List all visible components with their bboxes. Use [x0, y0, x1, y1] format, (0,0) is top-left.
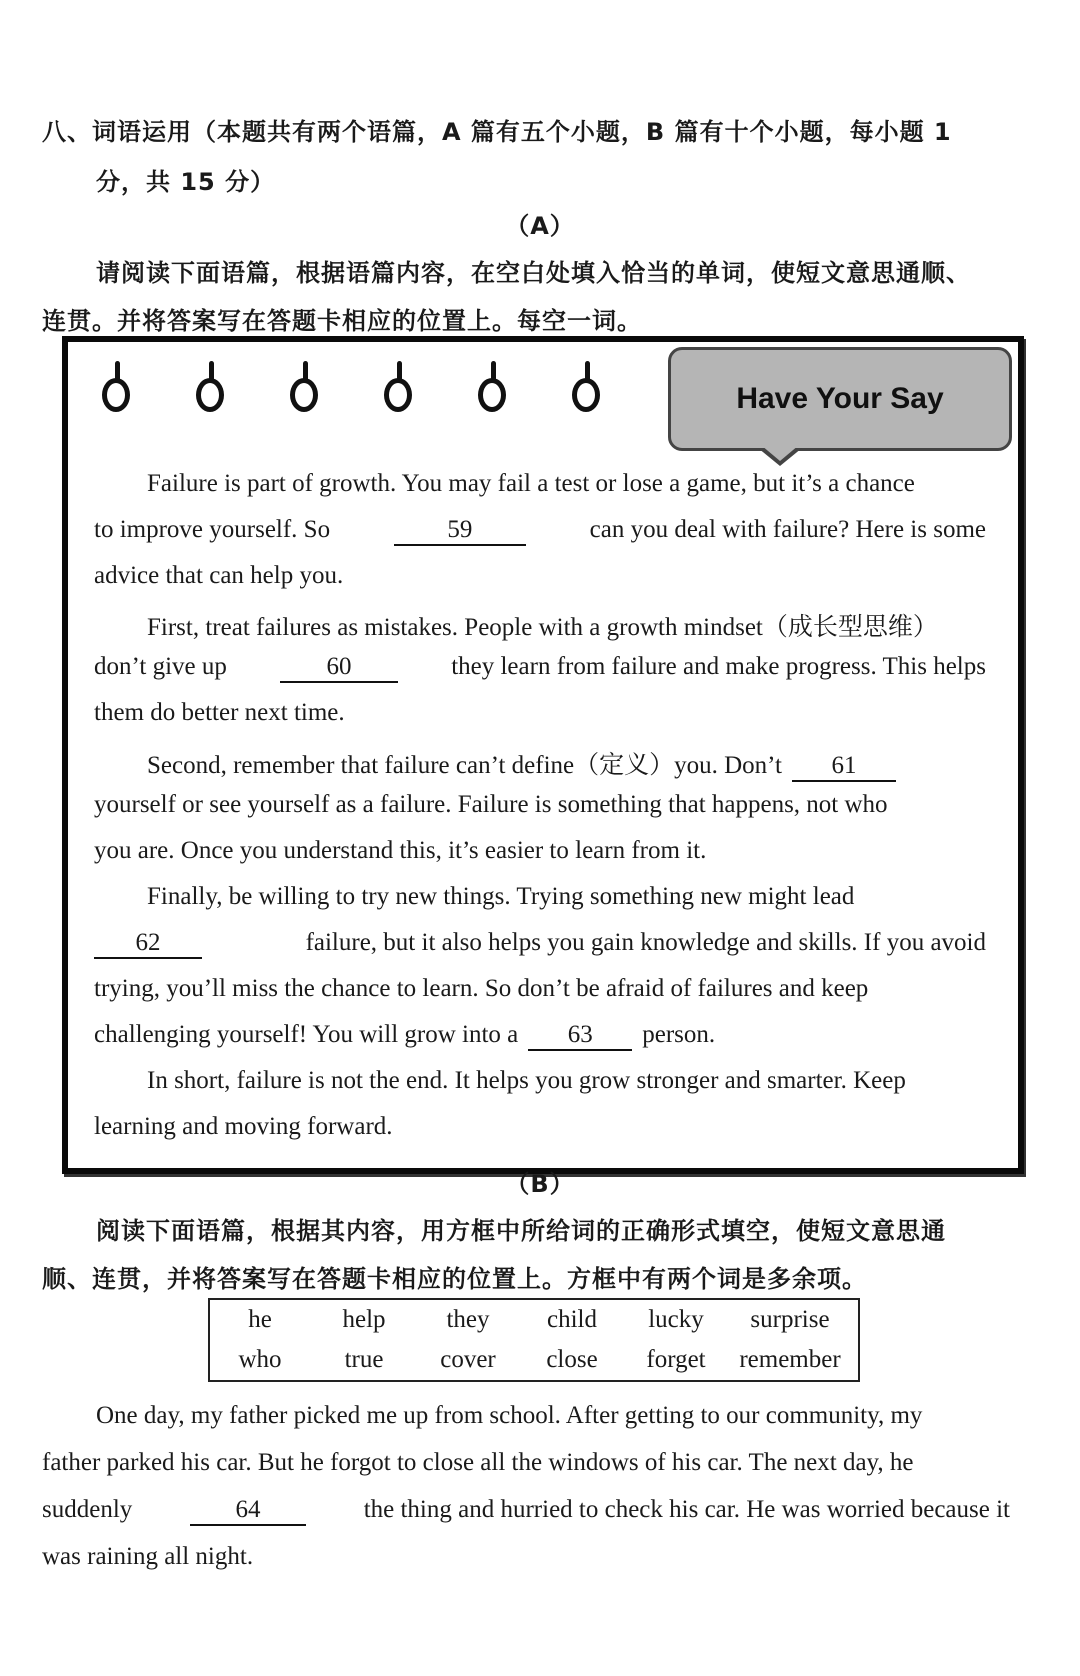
- word-bank-item: lucky: [648, 1306, 704, 1333]
- passage-a-line: don’t give up 60 they learn from failure and make progress. This helps: [94, 653, 986, 683]
- word-bank-item: who: [238, 1346, 282, 1373]
- passage-a-line: trying, you’ll miss the chance to learn. So don’t be afraid of failures and keep: [94, 975, 869, 1002]
- word-bank-item: help: [342, 1306, 386, 1333]
- word-bank-item: remember: [739, 1346, 841, 1373]
- blank-60[interactable]: 60: [280, 653, 398, 683]
- passage-a-line: Second, remember that failure can’t define（定义）you. Don’t 61: [147, 745, 906, 782]
- passage-a-line: yourself or see yourself as a failure. Failure is something that happens, not who: [94, 791, 888, 818]
- blank-64[interactable]: 64: [190, 1496, 306, 1526]
- blank-61[interactable]: 61: [792, 752, 896, 782]
- word-bank-item: child: [547, 1306, 597, 1333]
- blank-62[interactable]: 62: [94, 929, 202, 959]
- word-bank-box: [208, 1298, 860, 1382]
- section-title-line-2: 分，共 15 分）: [96, 168, 276, 196]
- part-a-instructions-line-1: 请阅读下面语篇，根据语篇内容，在空白处填入恰当的单词，使短文意思通顺、: [96, 259, 971, 287]
- passage-b-line: father parked his car. But he forgot to close all the windows of his car. The next day, he: [42, 1449, 914, 1476]
- passage-a-line: In short, failure is not the end. It helps you grow stronger and smarter. Keep: [147, 1067, 906, 1094]
- passage-a-line: them do better next time.: [94, 699, 345, 726]
- section-title-line-1: 八、词语运用（本题共有两个语篇，A 篇有五个小题，B 篇有十个小题，每小题 1: [42, 118, 952, 146]
- blank-63[interactable]: 63: [528, 1021, 632, 1051]
- word-bank-item: cover: [440, 1346, 496, 1373]
- passage-b-line: One day, my father picked me up from school. After getting to our community, my: [96, 1402, 923, 1429]
- passage-a-line: you are. Once you understand this, it’s easier to learn from it.: [94, 837, 707, 864]
- binder-ring-icon: [572, 378, 600, 412]
- passage-a-line: challenging yourself! You will grow into a 63 person.: [94, 1021, 715, 1051]
- binder-ring-icon: [102, 378, 130, 412]
- passage-a-line: learning and moving forward.: [94, 1113, 393, 1140]
- part-b-instructions-line-1: 阅读下面语篇，根据其内容，用方框中所给词的正确形式填空，使短文意思通: [96, 1217, 946, 1245]
- passage-a-line: advice that can help you.: [94, 562, 344, 589]
- part-a-label: （A）: [505, 212, 575, 240]
- have-your-say-banner: Have Your Say: [668, 347, 1012, 451]
- binder-ring-icon: [478, 378, 506, 412]
- word-bank-item: he: [248, 1306, 272, 1333]
- binder-ring-icon: [290, 378, 318, 412]
- passage-a-line: to improve yourself. So 59 can you deal with failure? Here is some: [94, 516, 986, 546]
- word-bank-item: close: [546, 1346, 598, 1373]
- word-bank-item: they: [446, 1306, 490, 1333]
- passage-a-line: Finally, be willing to try new things. Trying something new might lead: [147, 883, 855, 910]
- part-a-instructions-line-2: 连贯。并将答案写在答题卡相应的位置上。每空一词。: [42, 307, 642, 335]
- passage-a-line: 62 failure, but it also helps you gain knowledge and skills. If you avoid: [94, 929, 986, 959]
- word-bank-item: forget: [646, 1346, 706, 1373]
- word-bank-item: surprise: [750, 1306, 830, 1333]
- passage-b-line: suddenly 64 the thing and hurried to check his car. He was worried because it: [42, 1496, 1010, 1526]
- part-b-instructions-line-2: 顺、连贯，并将答案写在答题卡相应的位置上。方框中有两个词是多余项。: [42, 1265, 867, 1293]
- passage-a-line: Failure is part of growth. You may fail a test or lose a game, but it’s a chance: [147, 470, 915, 497]
- passage-a-line: First, treat failures as mistakes. People with a growth mindset（成长型思维）: [147, 614, 938, 641]
- speech-bubble-tail-icon: [758, 448, 802, 466]
- part-b-label: （B）: [505, 1170, 575, 1198]
- binder-ring-icon: [384, 378, 412, 412]
- blank-59[interactable]: 59: [394, 516, 526, 546]
- passage-b-line: was raining all night.: [42, 1543, 254, 1570]
- word-bank-item: true: [344, 1346, 384, 1373]
- binder-ring-icon: [196, 378, 224, 412]
